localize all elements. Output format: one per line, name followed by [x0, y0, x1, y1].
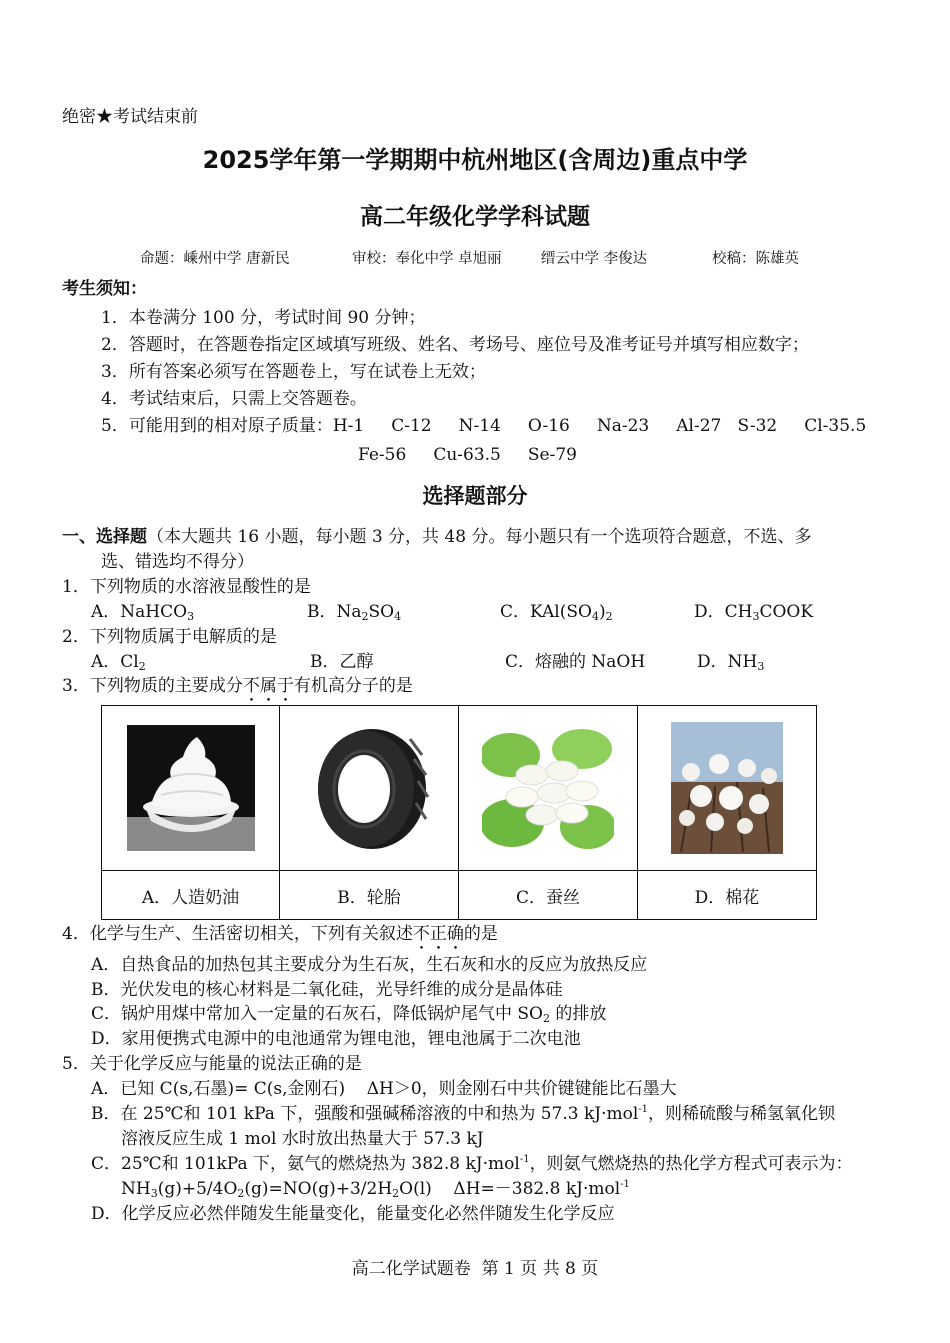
q4-option-b: B．光伏发电的核心材料是二氧化硅，光导纤维的成分是晶体硅	[91, 980, 563, 1000]
q5-option-b-cont: 溶液反应生成 1 mol 水时放出热量大于 57.3 kJ	[121, 1129, 484, 1149]
q3-option-c: C．蚕丝	[459, 871, 638, 920]
q3-image-cell	[102, 706, 280, 871]
cotton-image	[671, 722, 783, 854]
q1-option-c: C．$KAl(SO_4)_2$	[500, 602, 613, 623]
q5-option-d: D．化学反应必然伴随发生能量变化，能量变化必然伴随发生化学反应	[91, 1204, 615, 1224]
section-heading-text: （本大题共 16 小题，每小题 3 分，共 48 分。每小题只有一个选项符合题意，不选、多	[147, 527, 812, 547]
q2-stem: 2．下列物质属于电解质的是	[62, 627, 277, 647]
notice-item: 4．考试结束后，只需上交答题卷。	[101, 389, 367, 409]
atomic-masses-line2: Fe-56 Cu-63.5 Se-79	[358, 445, 577, 465]
credits-reviewer-2: 缙云中学 李俊达	[541, 251, 648, 267]
page-footer: 高二化学试题卷 第 1 页 共 8 页	[351, 1259, 599, 1279]
notice-item: 5．可能用到的相对原子质量：H-1 C-12 N-14 O-16 Na-23 Al-27 S-32 Cl-35.5	[101, 416, 867, 436]
q4-option-d: D．家用便携式电源中的电池通常为锂电池，锂电池属于二次电池	[91, 1029, 581, 1049]
whipped-cream-image	[127, 725, 255, 851]
q5-option-b: B．在 25℃和 101 kPa 下，强酸和强碱稀溶液的中和热为 57.3 kJ·mol$^{-1}$，则稀硫酸与稀氢氧化钡	[91, 1104, 836, 1124]
notice-item: 2．答题时，在答题卷指定区域填写班级、姓名、考场号、座位号及准考证号并填写相应数字；	[101, 335, 809, 355]
section-heading-label: 一、选择题	[62, 527, 147, 547]
q3-image-cell	[638, 706, 817, 871]
q5-option-c-equation: $NH_3(g)+5/4O_2(g)=NO(g)+3/2H_2O(l)$ ΔH=－382.8 kJ·mol$^{-1}$	[121, 1179, 630, 1200]
q1-option-d: D．$CH_3COOK$	[694, 602, 814, 623]
q5-stem: 5．关于化学反应与能量的说法正确的是	[62, 1054, 362, 1074]
q3-stem: 3．下列物质的主要成分不属于有机高分子的是	[62, 676, 413, 696]
q3-image-table	[101, 705, 817, 920]
credits-proof: 校稿：陈雄英	[712, 251, 799, 267]
q4-option-c: C．锅炉用煤中常加入一定量的石灰石，降低锅炉尾气中 $SO_2$ 的排放	[91, 1004, 607, 1025]
emphasis-text: 不正确	[412, 924, 464, 944]
section-heading	[62, 527, 812, 548]
exam-title: 2025学年第一学期期中杭州地区(含周边)重点中学	[202, 146, 748, 174]
q4-stem: 4．化学与生产、生活密切相关，下列有关叙述不正确的是	[62, 924, 498, 944]
q3-option-b: B．轮胎	[280, 871, 459, 920]
emphasis-text: 不属于	[242, 676, 294, 696]
q2-option-a: A．$Cl_2$	[91, 652, 146, 673]
q2-option-c: C．熔融的 NaOH	[505, 652, 646, 672]
tire-image	[306, 725, 432, 851]
credits-author: 命题：嵊州中学 唐新民	[140, 251, 290, 267]
q3-option-a: A．人造奶油	[102, 871, 280, 920]
exam-subtitle: 高二年级化学学科试题	[360, 204, 590, 230]
section-title: 选择题部分	[422, 484, 528, 508]
q1-option-a: A．NaHCO$_3$	[91, 602, 195, 623]
q4-option-a: A．自热食品的加热包其主要成分为生石灰，生石灰和水的反应为放热反应	[91, 955, 648, 975]
q3-image-cell	[280, 706, 459, 871]
q5-option-c: C．25℃和 101kPa 下，氨气的燃烧热为 382.8 kJ·mol$^{-1}$，则氨气燃烧热的热化学方程式可表示为：	[91, 1154, 853, 1174]
q3-option-d: D．棉花	[638, 871, 817, 920]
credits-reviewer: 审校：奉化中学 卓旭丽	[352, 251, 502, 267]
q1-stem: 1．下列物质的水溶液显酸性的是	[62, 577, 311, 597]
q2-option-b: B．乙醇	[310, 652, 374, 672]
section-heading-cont: 选、错选均不得分）	[101, 552, 254, 572]
notice-item: 1．本卷满分 100 分，考试时间 90 分钟；	[101, 308, 426, 328]
q1-option-b: B．$Na_2SO_4$	[307, 602, 402, 623]
q5-option-a: A．已知 C(s,石墨)= C(s,金刚石) ΔH＞0，则金刚石中共价键键能比石墨大	[91, 1079, 677, 1099]
secret-mark: 绝密★考试结束前	[62, 107, 198, 127]
silk-cocoon-image	[482, 725, 614, 851]
notice-title: 考生须知：	[62, 279, 147, 299]
q2-option-d: D．$NH_3$	[697, 652, 765, 673]
q3-image-cell	[459, 706, 638, 871]
notice-item: 3．所有答案必须写在答题卷上，写在试卷上无效；	[101, 362, 486, 382]
